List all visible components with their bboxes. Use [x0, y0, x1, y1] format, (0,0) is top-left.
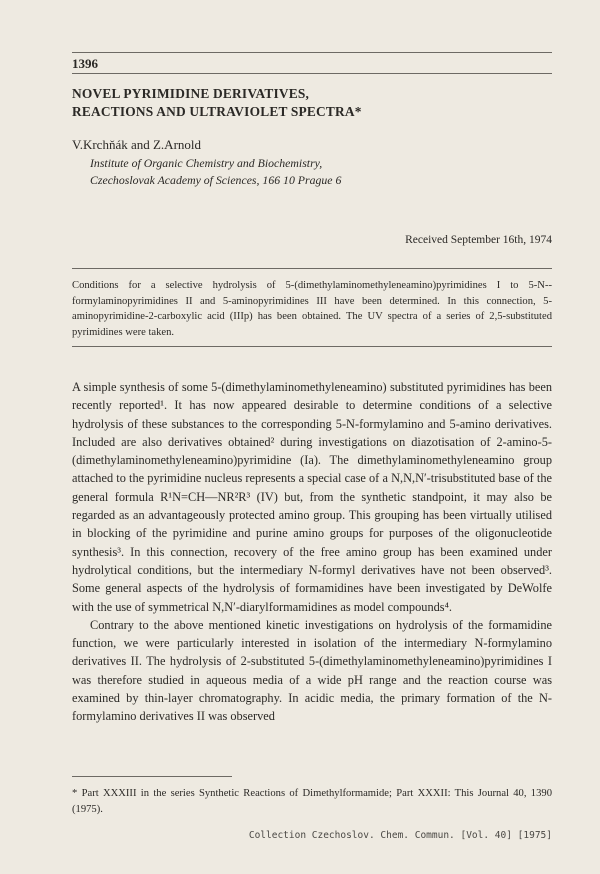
authors: V.Krchňák and Z.Arnold	[72, 137, 202, 152]
affiliation	[90, 155, 341, 189]
abstract: Conditions for a selective hydrolysis of 5-(dimethylaminomethyleneamino)pyrimidines I to 5-N--formylaminopyrimidines II and 5-aminopyrimidines III have been determined. In this connection, 5-aminopyrimidine-2-carboxylic acid (IIIp) has been obtained. The UV spectra of a series of 2,5-substituted pyrimidines were taken.	[72, 280, 552, 338]
paragraph-2: Contrary to the above mentioned kinetic investigations on hydrolysis of the formamidine function, we were particularly interested in isolation of the intermediary N-formylamino derivatives II. The hydrolysis of 2-substituted 5-(dimethylaminomethyleneamino)pyrimidines I was therefore studied in aqueous media of a wide pH range and the reaction course was examined by thin-layer chromatography. In acidic media, the primary formation of the N-formylamino derivatives II was observed	[72, 617, 552, 724]
journal-footer: Collection Czechoslov. Chem. Commun. [Vol. 40] [1975]	[248, 830, 552, 841]
abstract-rule-bottom	[72, 346, 552, 347]
title-line-1: NOVEL PYRIMIDINE DERIVATIVES,	[72, 86, 310, 101]
received-date: Received September 16th, 1974	[405, 234, 552, 246]
page-number: 1396	[72, 56, 98, 71]
affiliation-line-2: Czechoslovak Academy of Sciences, 166 10 Prague 6	[90, 173, 342, 187]
title-line-2: REACTIONS AND ULTRAVIOLET SPECTRA*	[72, 104, 362, 119]
abstract-rule-top	[72, 268, 552, 269]
article-title	[72, 85, 362, 121]
footnote: * Part XXXIII in the series Synthetic Reactions of Dimethylformamide; Part XXXII: This Journal 40, 1390 (1975).	[72, 788, 552, 815]
header-rule-bottom	[72, 73, 552, 74]
affiliation-line-1: Institute of Organic Chemistry and Biochemistry,	[90, 156, 323, 170]
paragraph-1: A simple synthesis of some 5-(dimethylaminomethyleneamino) substituted pyrimidines has been recently reported¹. It has now appeared desirable to determine conditions of a selective hydrolysis of these substances to the corresponding 5-N-formylamino and 5-amino derivatives. Included are also derivatives obtained² during investigations on diazotisation of 2-amino-5-(dimethylaminomethyleneamino)pyrimidine (Ia). The dimethylaminomethyleneamino group attached to the pyrimidine nucleus represents a special case of a N,N,N′-trisubstituted base of the general formula R¹N=CH—NR²R³ (IV) but, from the synthetic standpoint, it may also be regarded as an advantageously protected amino group. This grouping has been virtually utilised in blocking of the pyrimidine and purine amino groups for purposes of the oligonucleotide synthesis³. In this connection, recovery of the free amino group has been examined under hydrolytical conditions, but the intermediary N-formyl derivatives have not been observed³. Some general aspects of the hydrolysis of formamidines have been investigated by DeWolfe with the use of symmetrical N,N′-diarylformamidines as model compounds⁴.	[72, 380, 552, 614]
body-text	[72, 378, 552, 726]
footnote-rule	[72, 776, 232, 777]
header-rule-top	[72, 52, 552, 53]
